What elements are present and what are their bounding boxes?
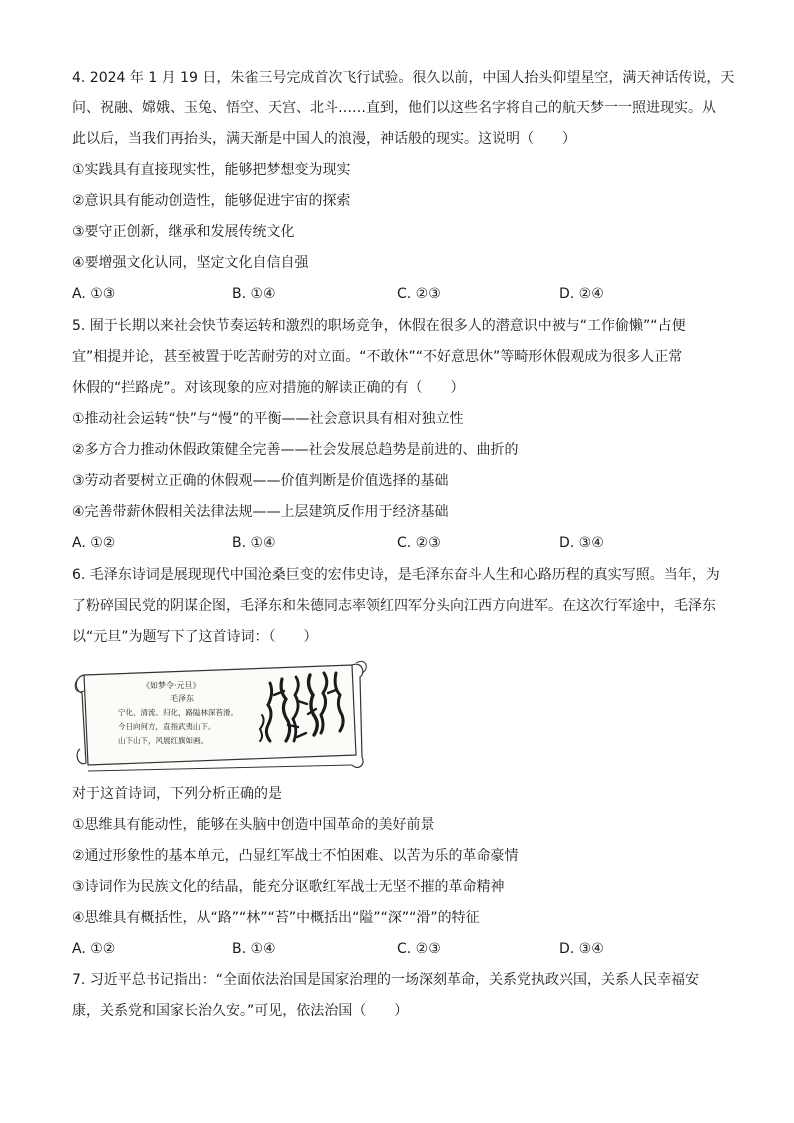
q5-options <box>72 533 722 553</box>
q6-option-a[interactable]: A. ①② <box>72 941 116 957</box>
q5-option-d[interactable]: D. ③④ <box>559 535 604 551</box>
q6-option-c[interactable]: C. ②③ <box>397 941 441 957</box>
q6-options <box>72 939 722 959</box>
q5-item-1: ①推动社会运转“快”与“慢”的平衡——社会意识具有相对独立性 <box>72 411 464 427</box>
q7-stem-line-2: 康，关系党和国家长治久安。”可见，依法治国（ ） <box>72 1003 409 1019</box>
poem-line-1: 宁化、清流、归化，路隘林深苔滑。 <box>118 708 238 717</box>
q5-stem-line-1: 5. 囿于长期以来社会快节奏运转和激烈的职场竞争，休假在很多人的潜意识中被与“工作偷懒”“占便 <box>72 318 686 334</box>
q4-stem-line-3: 此以后，当我们再抬头，满天渐是中国人的浪漫，神话般的现实。这说明（ ） <box>72 131 576 147</box>
q6-item-3: ③诗词作为民族文化的结晶，能充分讴歌红军战士无坚不摧的革命精神 <box>72 879 505 895</box>
q4-item-1: ①实践具有直接现实性，能够把梦想变为现实 <box>72 162 351 178</box>
q4-option-c[interactable]: C. ②③ <box>397 286 441 302</box>
poem-line-3: 山下山下，风展红旗如画。 <box>118 736 208 745</box>
q4-item-4: ④要增强文化认同，坚定文化自信自强 <box>72 255 309 271</box>
q4-item-2: ②意识具有能动创造性，能够促进宇宙的探索 <box>72 193 351 209</box>
q6-item-1: ①思维具有能动性，能够在头脑中创造中国革命的美好前景 <box>72 817 435 833</box>
q4-option-a[interactable]: A. ①③ <box>72 286 116 302</box>
poem-scroll-image <box>70 655 370 773</box>
poem-title: 《如梦令·元旦》 <box>142 681 201 690</box>
q5-option-a[interactable]: A. ①② <box>72 535 116 551</box>
q5-option-b[interactable]: B. ①④ <box>232 535 276 551</box>
q4-item-3: ③要守正创新，继承和发展传统文化 <box>72 224 295 240</box>
q5-option-c[interactable]: C. ②③ <box>397 535 441 551</box>
poem-line-2: 今日向何方，直指武夷山下。 <box>118 722 216 731</box>
q6-item-2: ②通过形象性的基本单元，凸显红军战士不怕困难、以苦为乐的革命豪情 <box>72 848 519 864</box>
q5-item-2: ②多方合力推动休假政策健全完善——社会发展总趋势是前进的、曲折的 <box>72 442 519 458</box>
q6-item-4: ④思维具有概括性，从“路”“林”“苔”中概括出“隘”“深”“滑”的特征 <box>72 910 480 926</box>
q6-option-b[interactable]: B. ①④ <box>232 941 276 957</box>
q5-stem-line-2: 宜”相提并论，甚至被置于吃苦耐劳的对立面。“不敢休”“不好意思休”等畸形休假观成为很多人正常 <box>72 349 683 365</box>
q4-stem-line-2: 问、祝融、嫦娥、玉兔、悟空、天宫、北斗……直到，他们以这些名字将自己的航天梦一一照进现实。从 <box>72 100 716 116</box>
q5-stem-line-3: 休假的“拦路虎”。对该现象的应对措施的解读正确的有（ ） <box>72 380 465 396</box>
q6-stem-line-3: 以“元旦”为题写下了这首诗词：（ ） <box>72 629 318 645</box>
q6-stem-line-2: 了粉碎国民党的阴谋企图，毛泽东和朱德同志率领红四军分头向江西方向进军。在这次行军途中，毛泽东 <box>72 598 716 614</box>
q4-option-b[interactable]: B. ①④ <box>232 286 276 302</box>
q5-item-4: ④完善带薪休假相关法律法规——上层建筑反作用于经济基础 <box>72 504 449 520</box>
poem-author: 毛泽东 <box>170 694 194 703</box>
q4-option-d[interactable]: D. ②④ <box>559 286 604 302</box>
q6-sub-stem: 对于这首诗词，下列分析正确的是 <box>72 786 282 802</box>
q6-option-d[interactable]: D. ③④ <box>559 941 604 957</box>
q4-stem-line-1: 4. 2024 年 1 月 19 日，朱雀三号完成首次飞行试验。很久以前，中国人抬头仰望星空，满天神话传说，天 <box>72 70 735 86</box>
q5-item-3: ③劳动者要树立正确的休假观——价值判断是价值选择的基础 <box>72 473 449 489</box>
q7-stem-line-1: 7. 习近平总书记指出：“全面依法治国是国家治理的一场深刻革命，关系党执政兴国，关系人民幸福安 <box>72 972 700 988</box>
q4-options <box>72 284 722 304</box>
q6-stem-line-1: 6. 毛泽东诗词是展现现代中国沧桑巨变的宏伟史诗，是毛泽东奋斗人生和心路历程的真实写照。当年，为 <box>72 567 720 583</box>
